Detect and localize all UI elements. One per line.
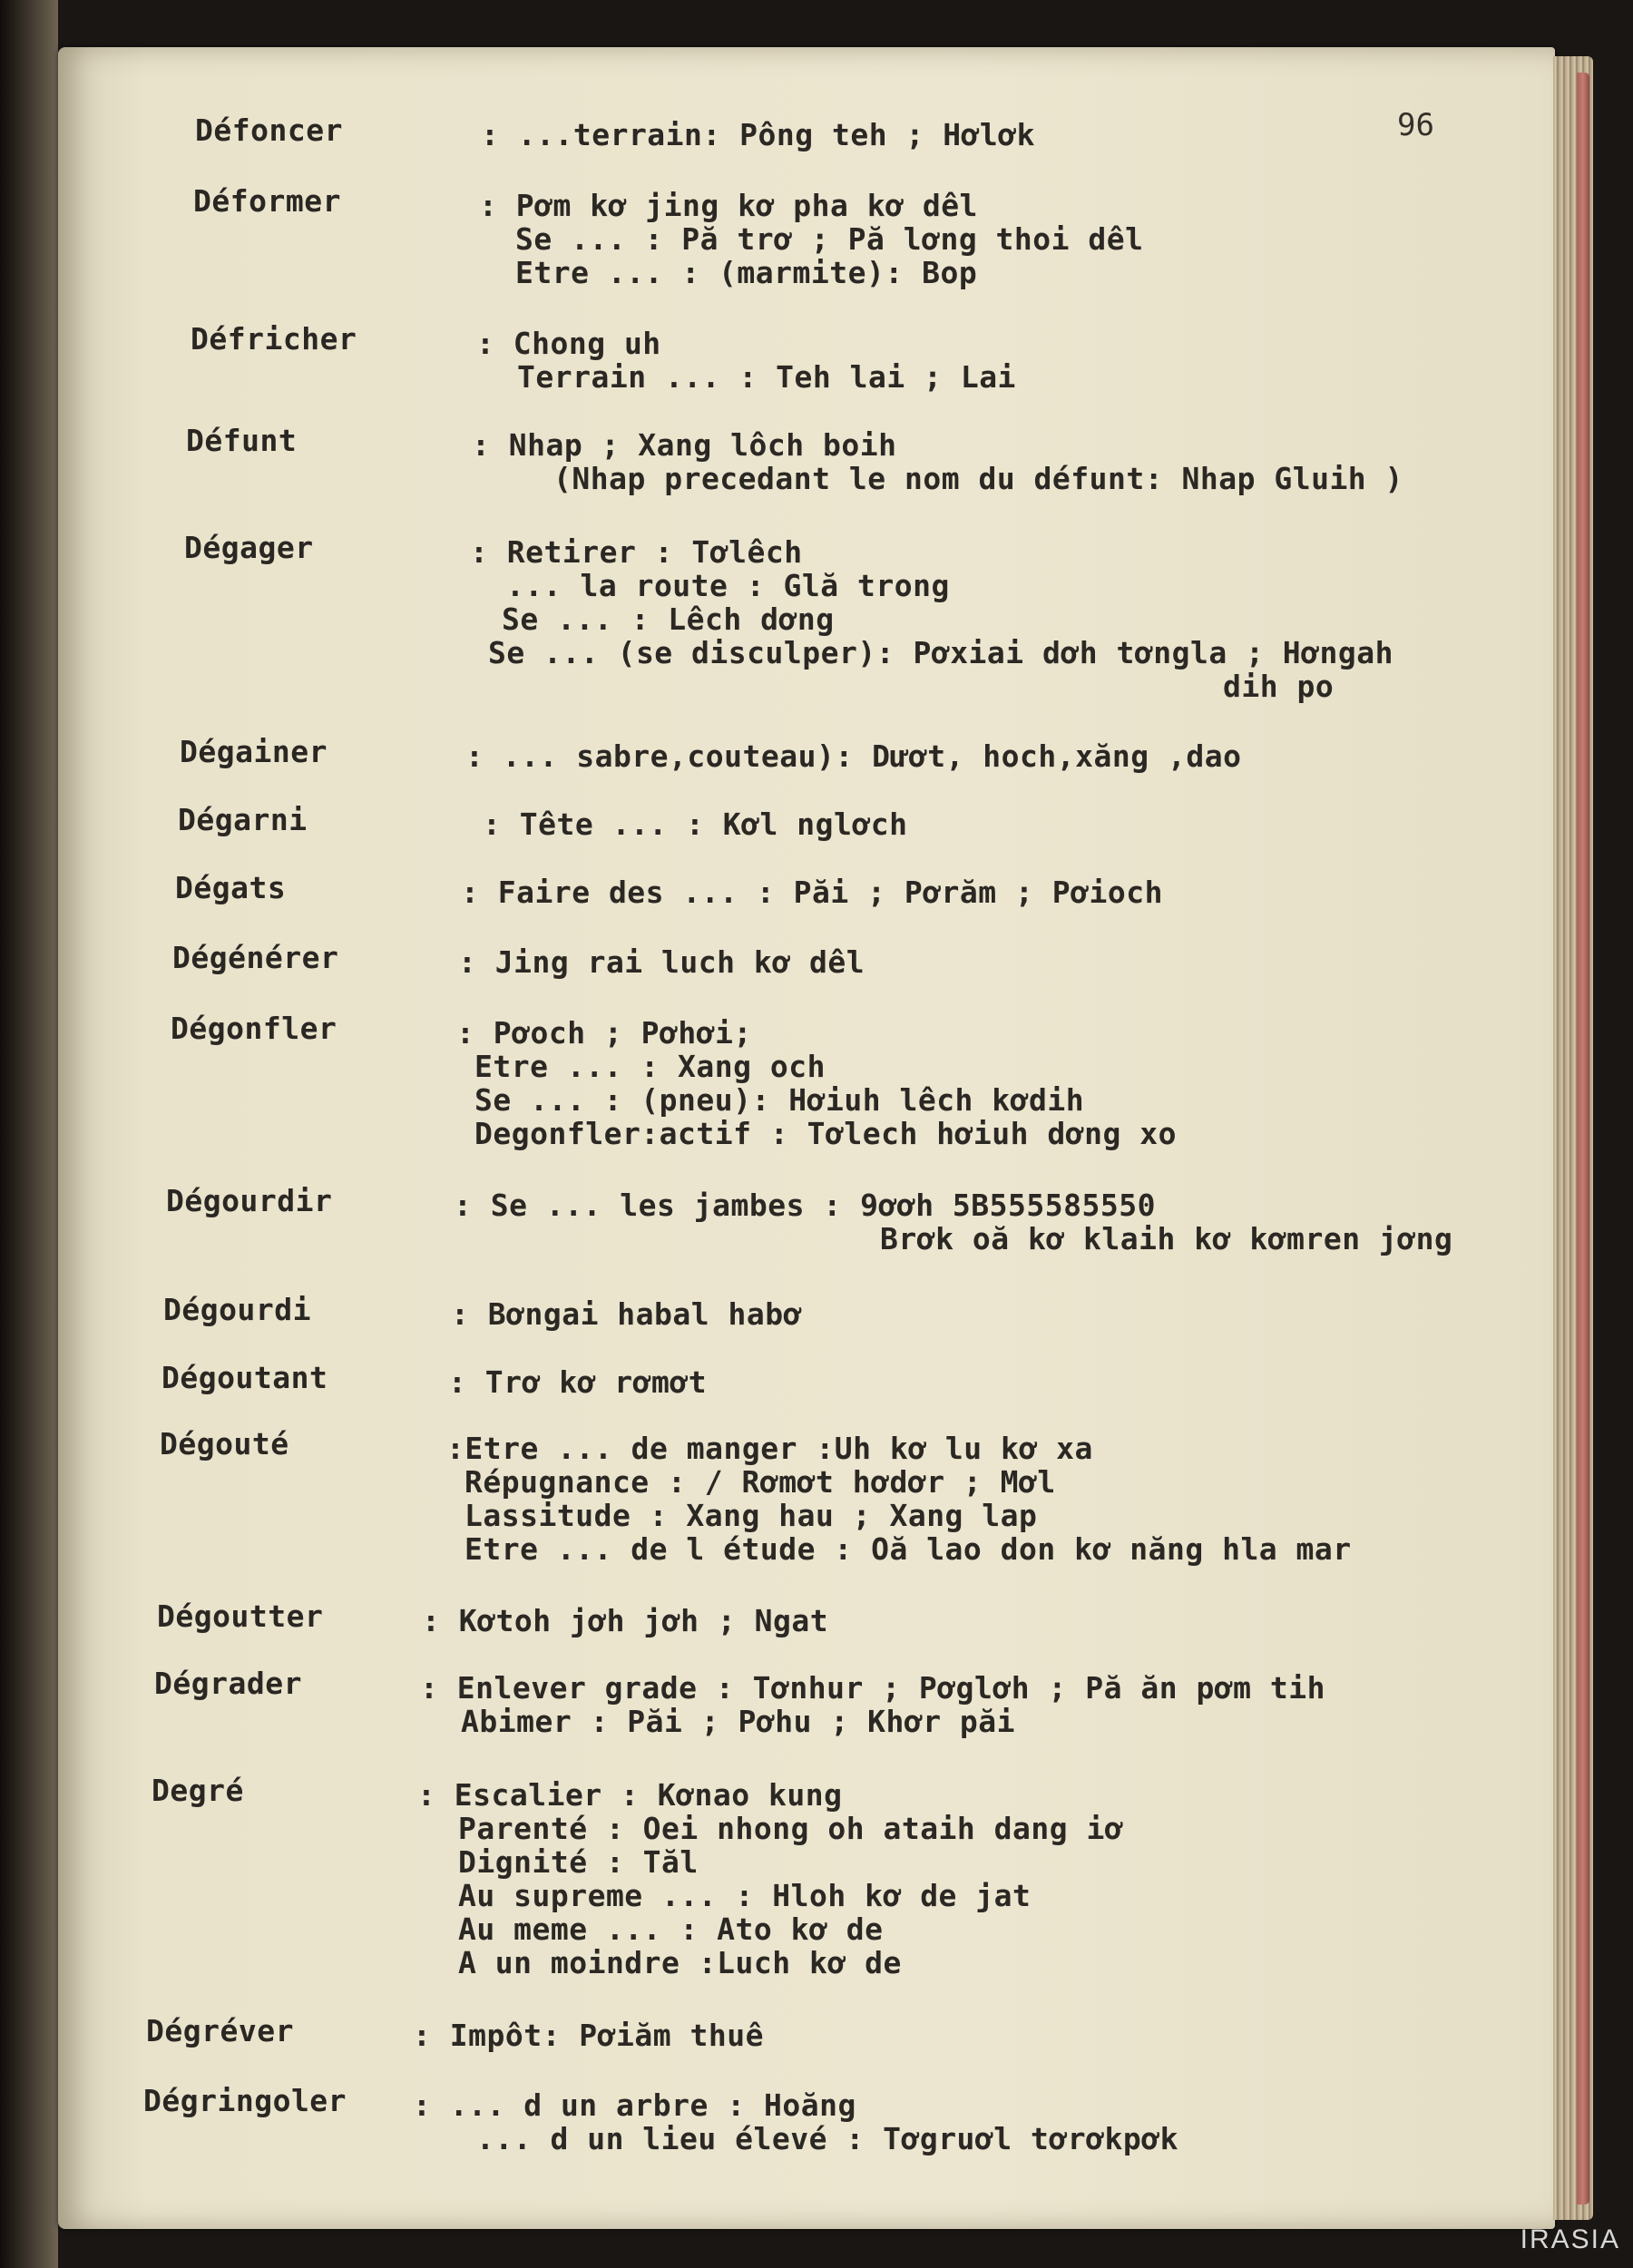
definition-line: : Trơ kơ rơmơt xyxy=(448,1364,708,1400)
entry-term: Dégringoler xyxy=(143,2083,347,2118)
entry-definitions xyxy=(479,189,1144,289)
definition-line: Répugnance : / Rơmơt hơdơr ; Mơl xyxy=(464,1464,1056,1500)
definition-line: : Nhap ; Xang lôch boih xyxy=(472,427,897,463)
entry-term: Dégats xyxy=(175,870,287,905)
definition-line: Parenté : Oei nhong oh ataih dang iơ xyxy=(458,1811,1124,1846)
entry-definitions xyxy=(413,2019,764,2052)
entry-term: Défricher xyxy=(191,321,357,357)
definition-line: Se ... : Pă trơ ; Pă lơng thoi dêl xyxy=(515,221,1144,257)
entry-definitions xyxy=(470,535,1393,703)
definition-line: Se ... (se disculper): Pơxiai dơh tơngla ; Hơngah xyxy=(488,635,1394,670)
definition-line: : Pơm kơ jing kơ pha kơ dêl xyxy=(479,188,978,223)
definition-line: : ... d un arbre : Hoăng xyxy=(413,2087,856,2123)
watermark: IRASIA xyxy=(1520,2224,1620,2254)
red-page-edge xyxy=(1577,73,1589,2204)
entry-definitions xyxy=(456,1016,1177,1150)
page-number: 96 xyxy=(1397,107,1434,143)
definition-line: (Nhap precedant le nom du défunt: Nhap Gluih ) xyxy=(553,461,1403,496)
entry-definitions xyxy=(472,428,1403,495)
definition-line: ... la route : Glă trong xyxy=(506,568,950,603)
definition-line: ... d un lieu élevé : Tơgruơl tơrơkpơk xyxy=(476,2121,1178,2156)
entry-definitions xyxy=(481,118,1035,152)
entry-definitions xyxy=(422,1604,828,1637)
definition-line: : Impôt: Pơiăm thuê xyxy=(413,2018,764,2053)
entry-definitions xyxy=(461,875,1163,909)
entry-term: Dégoutant xyxy=(161,1360,328,1395)
definition-line: : Faire des ... : Păi ; Pơrăm ; Pơioch xyxy=(461,875,1163,910)
entry-definitions xyxy=(454,1188,1452,1256)
definition-line: dih po xyxy=(1223,669,1335,704)
definition-line: : Chong uh xyxy=(476,326,661,361)
definition-line: Terrain ... : Teh lai ; Lai xyxy=(517,359,1016,395)
definition-line: Se ... : Lêch dơng xyxy=(502,601,835,637)
definition-line: : Escalier : Kơnao kung xyxy=(417,1777,843,1813)
definition-line: : Enlever grade : Tơnhur ; Pơglơh ; Pă ăn pơm tih xyxy=(420,1670,1326,1706)
entry-term: Dégonfler xyxy=(171,1011,337,1046)
entry-definitions xyxy=(448,1365,707,1399)
definition-line: A un moindre :Luch kơ de xyxy=(458,1945,902,1980)
definition-line: : Bơngai habal habơ xyxy=(451,1296,802,1332)
entry-definitions xyxy=(465,739,1241,773)
definition-line: : Retirer : Tơlêch xyxy=(470,534,803,570)
entry-definitions xyxy=(417,1778,1123,1980)
definition-line: Dignité : Tăl xyxy=(458,1844,699,1880)
definition-line: Etre ... : (marmite): Bop xyxy=(515,255,978,290)
entry-term: Défoncer xyxy=(195,112,343,148)
definition-line: : Kơtoh jơh jơh ; Ngat xyxy=(422,1603,829,1638)
entry-term: Dégoutter xyxy=(157,1598,324,1634)
entry-term: Dégarni xyxy=(178,802,308,837)
definition-line: Etre ... de l étude : Oă lao don kơ năng hla mar xyxy=(464,1531,1352,1567)
entry-term: Dégager xyxy=(184,530,314,565)
entry-term: Dégénérer xyxy=(172,940,339,975)
entry-definitions xyxy=(458,945,865,979)
entry-definitions xyxy=(446,1432,1352,1566)
definition-line: Brơk oă kơ klaih kơ kơmren jơng xyxy=(880,1221,1453,1256)
entry-term: Défunt xyxy=(186,423,298,458)
definition-line: Degonfler:actif : Tơlech hơiuh dơng xo xyxy=(474,1116,1177,1151)
entry-definitions xyxy=(420,1671,1325,1738)
entry-term: Dégourdir xyxy=(166,1183,333,1218)
entry-term: Dégrader xyxy=(154,1666,302,1701)
definition-line: :Etre ... de manger :Uh kơ lu kơ xa xyxy=(446,1431,1093,1466)
entry-term: Dégourdi xyxy=(163,1292,311,1327)
entry-term: Déformer xyxy=(193,183,341,219)
entry-term: Dégréver xyxy=(146,2013,294,2048)
entry-definitions xyxy=(483,807,907,841)
definition-line: : Tête ... : Kơl nglơch xyxy=(483,807,908,842)
entry-term: Degré xyxy=(152,1773,244,1808)
definition-line: Au meme ... : Ato kơ de xyxy=(458,1911,884,1947)
definition-line: Se ... : (pneu): Hơiuh lêch kơdih xyxy=(474,1082,1085,1118)
definition-line: : Jing rai luch kơ dêl xyxy=(458,944,865,980)
entry-term: Dégainer xyxy=(180,734,328,769)
entry-definitions xyxy=(413,2088,1178,2156)
definition-line: Abimer : Păi ; Pơhu ; Khơr păi xyxy=(461,1704,1016,1739)
definition-line: : Pơoch ; Pơhơi; xyxy=(456,1015,752,1051)
entry-definitions xyxy=(451,1297,802,1331)
definition-line: : Se ... les jambes : 9ơơh 5B555585550 xyxy=(454,1188,1156,1223)
definition-line: Etre ... : Xang och xyxy=(474,1049,826,1084)
definition-line: Au supreme ... : Hloh kơ de jat xyxy=(458,1878,1032,1913)
entry-definitions xyxy=(476,327,1016,394)
book-binding xyxy=(0,0,58,2268)
definition-line: : ... sabre,couteau): Dươt, hoch,xăng ,dao xyxy=(465,738,1242,774)
definition-line: : ...terrain: Pông teh ; Hơlơk xyxy=(481,117,1036,152)
entry-term: Dégouté xyxy=(160,1426,289,1461)
definition-line: Lassitude : Xang hau ; Xang lap xyxy=(464,1498,1038,1533)
